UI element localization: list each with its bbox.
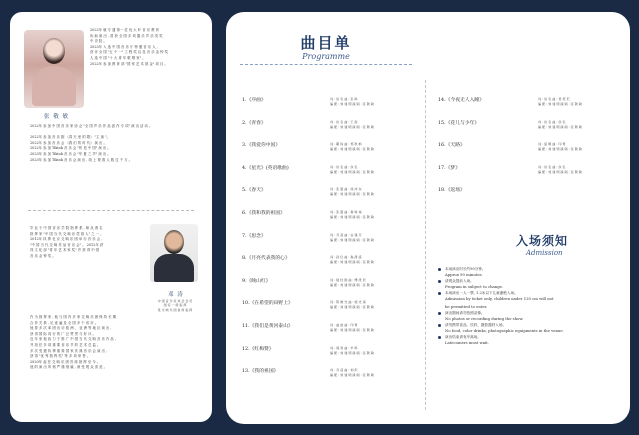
programme-item-title: 1.《序曲》 (242, 98, 266, 103)
bio-line: 2020年 起 任 交 响 乐 团 首 席 指 挥 至 今 。 (30, 359, 101, 364)
programme-item-performers: 编 配 : 刘 建 明 演 唱 : 张 敬 敏 (538, 169, 582, 174)
programme-item-performers: 编 配 : 刘 建 明 演 唱 : 张 敬 敏 (330, 147, 374, 152)
programme-item-credits: 词 : 佚 名 曲 : 佚 名 (538, 119, 566, 124)
programme-subtitle: Programme (302, 52, 350, 61)
bio-line: 多 次 受 邀 执 棒 重 要 国 家 庆 典 音 乐 会 演 出 , (30, 348, 108, 353)
programme-item-title: 9.《映山红》 (242, 278, 271, 284)
conductor-title-line: 某 交 响 乐 团 首 席 指 挥 (157, 307, 193, 312)
conductor-title-line: 中 国 音 乐 家 协 会 会 员 (157, 299, 193, 303)
programme-item-credits: 词 : 佚 名 曲 : 佚 名 (330, 164, 358, 169)
programme-item-performers: 编 配 : 刘 建 明 演 唱 : 张 敬 敏 (538, 147, 582, 152)
programme-item-title: 17.《梦》 (438, 165, 461, 171)
programme-item-title: 4.《星光》(英语歌曲) (242, 165, 289, 171)
programme-item-credits: 词 : 佚 名 曲 : 普 契 尼 (538, 97, 570, 101)
bio-line: 人 选 中 国 "十 大 青 年 歌 唱 家" 。 (90, 55, 146, 60)
programme-item (242, 186, 422, 209)
programme-title: 曲目单 (300, 34, 352, 52)
bio-line: 2023年 参 加 Tiktok 音 乐 会 "华 夏 之 声" 演 出 。 (30, 151, 111, 156)
programme-item-credits: 词 : 孙 仪 曲 : 翁 清 溪 (330, 255, 362, 260)
conductor-name: 邓 涛 (168, 292, 184, 298)
bio-line: "中 国 当 代 交 响 作 品 音 乐 会" 。 2012年 获 (30, 242, 104, 247)
singer-photo-body (32, 66, 76, 106)
programme-item-credits: 词 : 佚 名 曲 : 王 南 (330, 119, 358, 124)
bullet-icon (438, 292, 441, 295)
programme-item (438, 164, 620, 187)
conductor-photo-body (154, 254, 194, 282)
programme-item (242, 345, 422, 368)
singer-bio-bottom (30, 124, 202, 163)
bullet-icon (438, 268, 441, 271)
notice-zh: 本场演出时长约90分钟。 (445, 267, 486, 271)
conductor-bio-top (30, 226, 144, 260)
conductor-photo (150, 224, 198, 282)
programme-item-credits: 词 : 阎 肃 曲 : 羊 鸣 (330, 345, 358, 350)
programme-item-title: 18.《返场》 (438, 188, 465, 194)
admission-notice (438, 279, 618, 289)
bio-line: 中 央 院 。 (90, 39, 107, 44)
bio-line: 获 评 全 国 "五 个 一" 工 程 奖 以 及 音 乐 金 钟 奖 (90, 50, 169, 55)
notice-en: Admission by ticket only, children under 120 cm will not (445, 296, 554, 302)
singer-photo (24, 30, 84, 108)
programme-rule (240, 64, 412, 65)
programme-item (242, 232, 422, 255)
programme-item-title: 16.《天路》 (438, 143, 465, 149)
conductor-bio-bottom (30, 315, 202, 371)
programme-item-title: 12.《红梅赞》 (242, 346, 274, 352)
right-page (226, 12, 630, 424)
conductor-title (147, 299, 203, 312)
bio-line: 他 的 演 出 风 格 严 谨 细 腻 , 深 受 观 众 喜 爱 。 (30, 365, 108, 370)
admission-notice (438, 323, 618, 333)
programme-item (438, 141, 620, 164)
programme-item-performers: 编 配 : 刘 建 明 演 唱 : 张 敬 敏 (330, 102, 374, 106)
bio-line: 2022年 参 加 音 乐 剧 《春 天 里 的 歌》 "主 演 "。 (30, 135, 111, 140)
programme-item-title: 7.《思念》 (242, 233, 266, 239)
notice-en: Latecomers must wait. (445, 340, 489, 346)
bio-line: 毕 业 于 中 国 音 乐 学 院 指 挥 系 , 师 从 著 名 (30, 226, 103, 230)
programme-item-title: 10.《在希望的田野上》 (242, 301, 293, 307)
section-divider (28, 210, 194, 211)
programme-item (242, 299, 422, 322)
programme-item-performers: 编 配 : 刘 建 明 演 唱 : 张 敬 敏 (330, 282, 374, 287)
programme-item-credits: 词 : 曲 波 曲 : 印 青 (330, 322, 358, 327)
programme-item-title: 15.《花儿与少年》 (438, 120, 480, 126)
programme-item-credits: 词 : 张 藜 曲 : 徐 沛 东 (330, 187, 362, 192)
programme-item-title: 11.《我们是黄河泰山》 (242, 323, 293, 329)
bullet-icon (438, 312, 441, 315)
programme-item (242, 119, 422, 142)
programme-item-title: 13.《我的祖国》 (242, 369, 279, 375)
programme-item-credits: 词 : 陆 柱 国 曲 : 傅 庚 辰 (330, 277, 366, 282)
bio-line: 2012年 执 棒 北 京 交 响 乐 团 举 办 音 乐 会 , (30, 237, 103, 242)
bullet-icon (438, 336, 441, 339)
conductor-title-line: 国 家 一 级 指 挥 (163, 303, 187, 308)
bio-line: 得 文 化 部 "青 年 艺 术 家 奖" 并 获 得 中 国 (30, 248, 100, 253)
notice-zh: 请勿携带食品、饮料、摄影器材入场。 (445, 322, 507, 327)
bio-line: 获 得 "优 秀 指 挥 奖" 等 多 项 荣 誉 。 (30, 354, 91, 359)
programme-item-performers: 编 配 : 刘 建 明 演 唱 : 张 敬 敏 (330, 305, 374, 310)
programme-item-performers: 编 配 : 刘 建 明 演 唱 : 张 敬 敏 (330, 214, 374, 219)
singer-photo-head (43, 38, 65, 64)
programme-item-title: 5.《春天》 (242, 188, 266, 194)
programme-item-credits: 词 : 屈 塬 曲 : 印 青 (538, 142, 566, 147)
singer-name: 张 敬 敏 (44, 114, 69, 120)
programme-item-credits: 词 : 瞿 琮 曲 : 郑 秋 枫 (330, 142, 362, 147)
programme-item-performers: 编 配 : 刘 建 明 演 唱 : 张 敬 敏 (330, 350, 374, 355)
bio-line: 2022年 参 加 教 育 部 "国 家 艺 术 基 金" 项 目 。 (90, 61, 168, 66)
programme-item-performers: 编 配 : 刘 建 明 演 唱 : 张 敬 敏 (330, 124, 374, 129)
notice-en: Program in subject to change. (445, 284, 504, 290)
admission-notice-list (438, 267, 618, 347)
notice-en: No photos or recording during the show. (445, 315, 524, 321)
programme-item (242, 322, 422, 345)
programme-item (242, 254, 422, 277)
programme-item-title: 8.《月亮代表我的心》 (242, 256, 290, 262)
admission-notice (438, 267, 618, 277)
bio-line: 2022年 参 加 中 国 音 乐 家 协 会 "全 国 声 乐 作 品 创 作 专 项" 演 出 活 动 。 (30, 124, 153, 128)
programme-item (438, 186, 620, 209)
programme-list-right (438, 96, 620, 209)
bio-line: 指 挥 家 "中 国 当 代 交 响 乐 奠 基 人" 之 一 。 (30, 231, 104, 236)
bio-line: 协 助 演 出 , 曾 获 全 国 多 项 器 乐 声 乐 类 奖 (90, 33, 163, 38)
programme-item-credits: 词 : 张 藜 曲 : 秦 咏 诚 (330, 209, 362, 214)
programme-item-performers: 编 配 : 刘 建 明 演 唱 : 张 敬 敏 (538, 124, 582, 129)
bio-line: 他 曾 多 次 率 团 出 访 欧 洲 、 亚 洲 等 地 区 演 出 , (30, 326, 112, 331)
bio-line: 2022年 就 专 通 第一 佐 优 大 叶 音 乐 教 育 (90, 28, 160, 32)
programme-item-credits: 词 : 乔 羽 曲 : 刘 炽 (330, 368, 358, 373)
programme-item-title: 14.《今夜无人入睡》 (438, 98, 485, 103)
bio-line: 音 乐 金 钟 奖 。 (30, 253, 56, 258)
singer-bio-top (90, 28, 202, 67)
notice-zh: 演出结束请有序离场。 (445, 335, 481, 340)
programme-item (242, 277, 422, 300)
programme-item (438, 96, 620, 119)
programme-item-performers: 编 配 : 刘 建 明 演 唱 : 张 敬 敏 (330, 327, 374, 332)
bullet-icon (438, 324, 441, 327)
programme-item (242, 96, 422, 119)
bio-line: 作 为 指 挥 家 , 他 与 国 内 多 家 交 响 乐 团 保 持 长 期 (30, 315, 116, 319)
bio-line: 合 作 关 系 , 足 迹 遍 及 全 国 多 个 省 市 。 (30, 320, 99, 325)
programme-item (242, 141, 422, 164)
programme-item-performers: 编 配 : 刘 建 明 演 唱 : 张 敬 敏 (330, 169, 374, 174)
programme-item-credits: 词 : 佚 名 曲 : 张 鸣 (330, 97, 358, 101)
bio-line: 2022年 参 加 Tiktok 音 乐 会 "听 见 中 国" 演 出 。 (30, 146, 111, 151)
column-divider (425, 80, 426, 410)
bio-line: 获 得 国 际 同 行 的 广 泛 赞 誉 与 好 评 。 (30, 331, 96, 336)
left-page (10, 12, 212, 422)
admission-notice (438, 335, 618, 345)
programme-item-performers: 编 配 : 刘 建 明 演 唱 : 张 敬 敏 (330, 260, 374, 265)
programme-list-left (242, 96, 422, 390)
programme-item-performers: 编 配 : 刘 建 明 演 唱 : 张 敬 敏 (330, 373, 374, 378)
conductor-photo-head (164, 230, 184, 254)
admission-notice (438, 291, 618, 301)
programme-item (438, 119, 620, 142)
programme-item (242, 367, 422, 390)
admission-notice (438, 311, 618, 321)
programme-item (242, 164, 422, 187)
notice-en: be permitted to enter. (445, 303, 488, 309)
programme-item-credits: 词 : 佚 名 曲 : 佚 名 (538, 164, 566, 169)
bullet-icon (438, 280, 441, 283)
programme-item-performers: 编 配 : 刘 建 明 演 唱 : 张 敬 敏 (330, 237, 374, 242)
notice-zh: 本场演出一人一票, 1.2米以下儿童谢绝入场。 (445, 291, 518, 296)
programme-item-credits: 词 : 乔 羽 曲 : 谷 建 芬 (330, 232, 362, 237)
programme-item-title: 6.《我和我的祖国》 (242, 210, 285, 216)
programme-item-performers: 编 配 : 刘 建 明 演 唱 : 张 敬 敏 (330, 192, 374, 197)
programme-item-performers: 编 配 : 刘 建 明 演 唱 : 张 敬 敏 (538, 102, 582, 106)
programme-item-title: 2.《青春》 (242, 120, 266, 126)
admission-subtitle: Admission (526, 249, 563, 257)
admission-title: 入场须知 (516, 234, 569, 248)
notice-zh: 演出期间请勿拍照录像。 (445, 310, 485, 315)
bio-line: 2022年 参 加 音 乐 会 《我 们 的 时 代》 演 出 。 (30, 140, 107, 145)
admission-notice (438, 304, 618, 309)
bio-line: 并 担 任 多 项 重 要 音 乐 节 的 艺 术 总 监 。 (30, 342, 101, 347)
bio-line: 近 年 来 他 致 力 于 推 广 中 国 当 代 交 响 音 乐 作 品 , (30, 337, 116, 342)
notice-en: No food, color drinks, photographic equipments in the venue. (445, 327, 564, 333)
bio-line: 2023年 参 加 Tiktok 音 乐 会 演 出 , 线 上 观 看 人 数 过 千 万 。 (30, 157, 133, 162)
programme-item-title: 3.《我爱你中国》 (242, 143, 281, 149)
bio-line: 2023年 入 选 中 国 音 乐 厅 特 邀 音 乐 人 , (90, 44, 158, 49)
notice-zh: 请观众提前入场。 (445, 279, 474, 284)
programme-item (242, 209, 422, 232)
programme-item-credits: 词 : 陈 晓 光 曲 : 施 光 南 (330, 300, 366, 305)
notice-en: Approx 90 minutes. (445, 272, 483, 277)
